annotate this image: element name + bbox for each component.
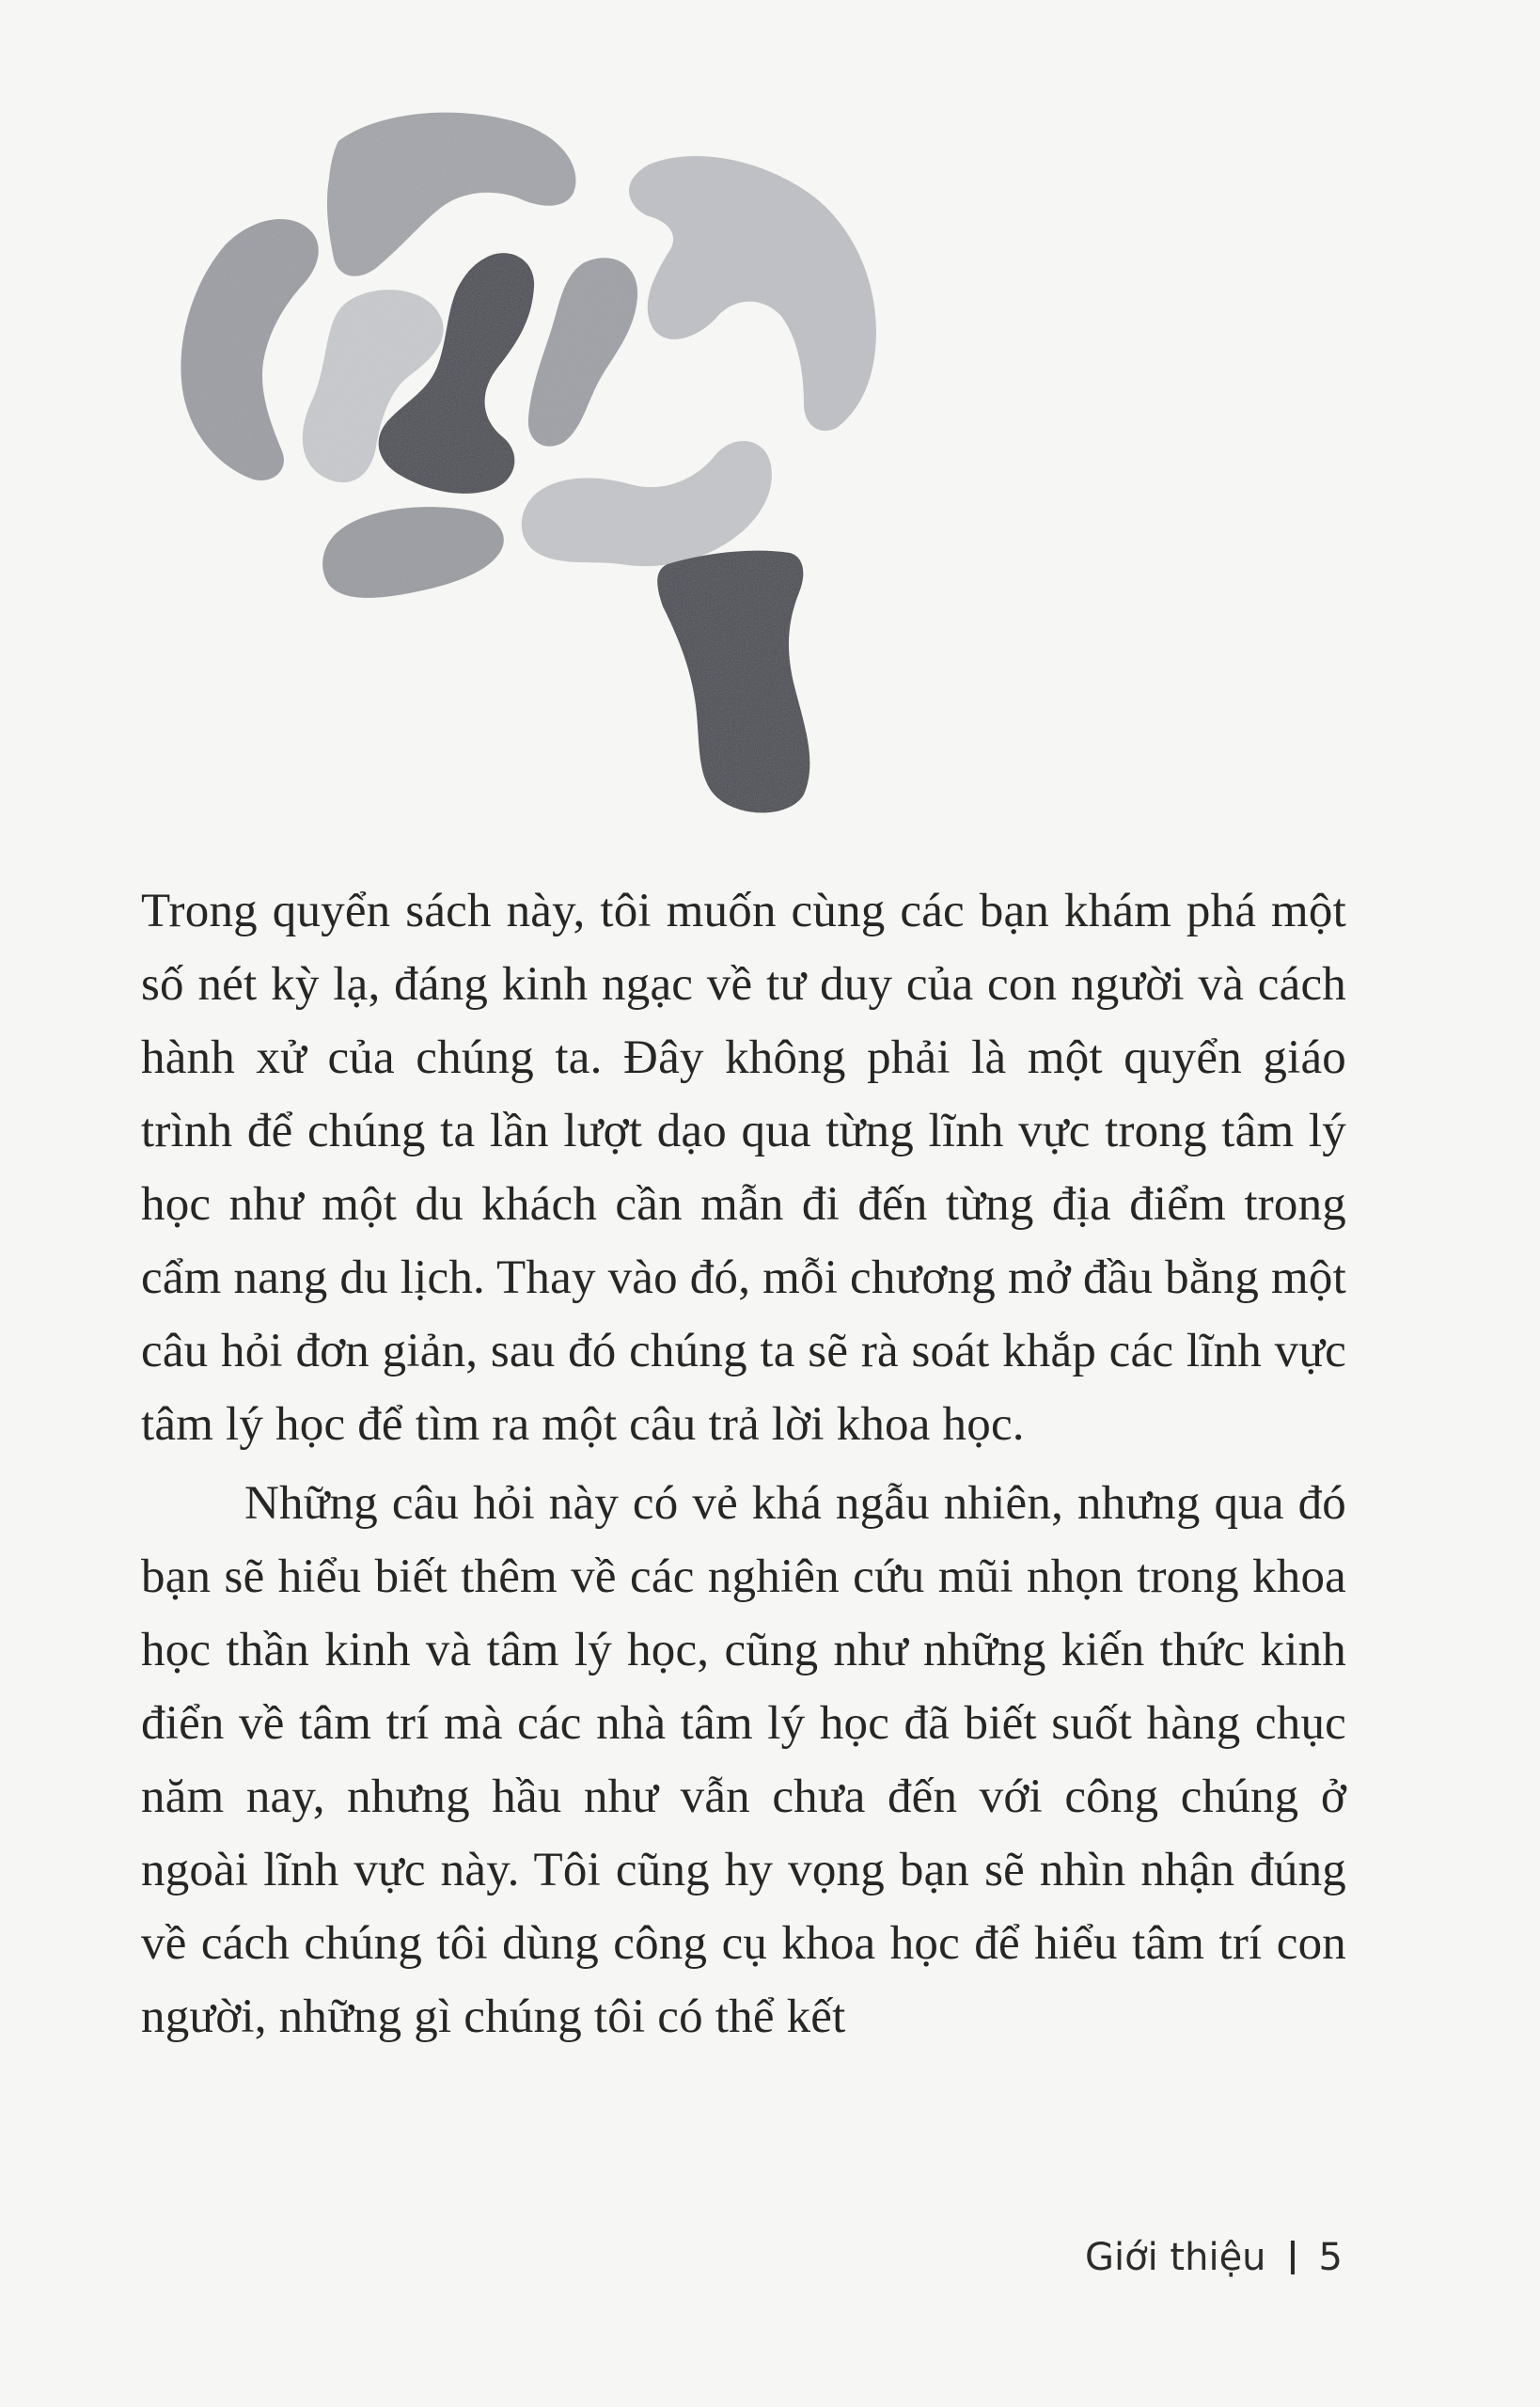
body-text <box>141 874 1346 2053</box>
brain-shape-stem <box>657 551 809 813</box>
brain-shape-left <box>181 219 318 480</box>
brain-shapes-graphic <box>141 103 893 818</box>
footer-section-title: Giới thiệu <box>1085 2236 1266 2279</box>
brain-shape-lower-left <box>322 507 504 598</box>
brain-shape-center-right <box>528 258 637 446</box>
brain-shape-top <box>327 113 576 276</box>
brain-shape-top-right <box>629 156 876 431</box>
brain-shape-lower-right <box>522 441 772 566</box>
paragraph-2: Những câu hỏi này có vẻ khá ngẫu nhiên, nhưng qua đó bạn sẽ hiểu biết thêm về các nghiên cứu mũi nhọn trong khoa học thần kinh và tâm lý học, cũng như những kiến thức kinh điển về tâm trí mà các nhà tâm lý học đã biết suốt hàng chục năm nay, nhưng hầu như vẫn chưa đến với công chúng ở ngoài lĩnh vực này. Tôi cũng hy vọng bạn sẽ nhìn nhận đúng về cách chúng tôi dùng công cụ khoa học để hiểu tâm trí con người, những gì chúng tôi có thể kết <box>141 1477 1346 2043</box>
page-number: 5 <box>1318 2236 1343 2279</box>
footer-separator <box>1291 2241 1295 2274</box>
brain-illustration <box>141 103 893 818</box>
paragraph-1: Trong quyển sách này, tôi muốn cùng các bạn khám phá một số nét kỳ lạ, đáng kinh ngạc về tư duy của con người và cách hành xử của chúng ta. Đây không phải là một quyển giáo trình để chúng ta lần lượt dạo qua từng lĩnh vực trong tâm lý học như một du khách cần mẫn đi đến từng địa điểm trong cẩm nang du lịch. Thay vào đó, mỗi chương mở đầu bằng một câu hỏi đơn giản, sau đó chúng ta sẽ rà soát khắp các lĩnh vực tâm lý học để tìm ra một câu trả lời khoa học. <box>141 885 1346 1451</box>
page-footer <box>1085 2236 1343 2279</box>
